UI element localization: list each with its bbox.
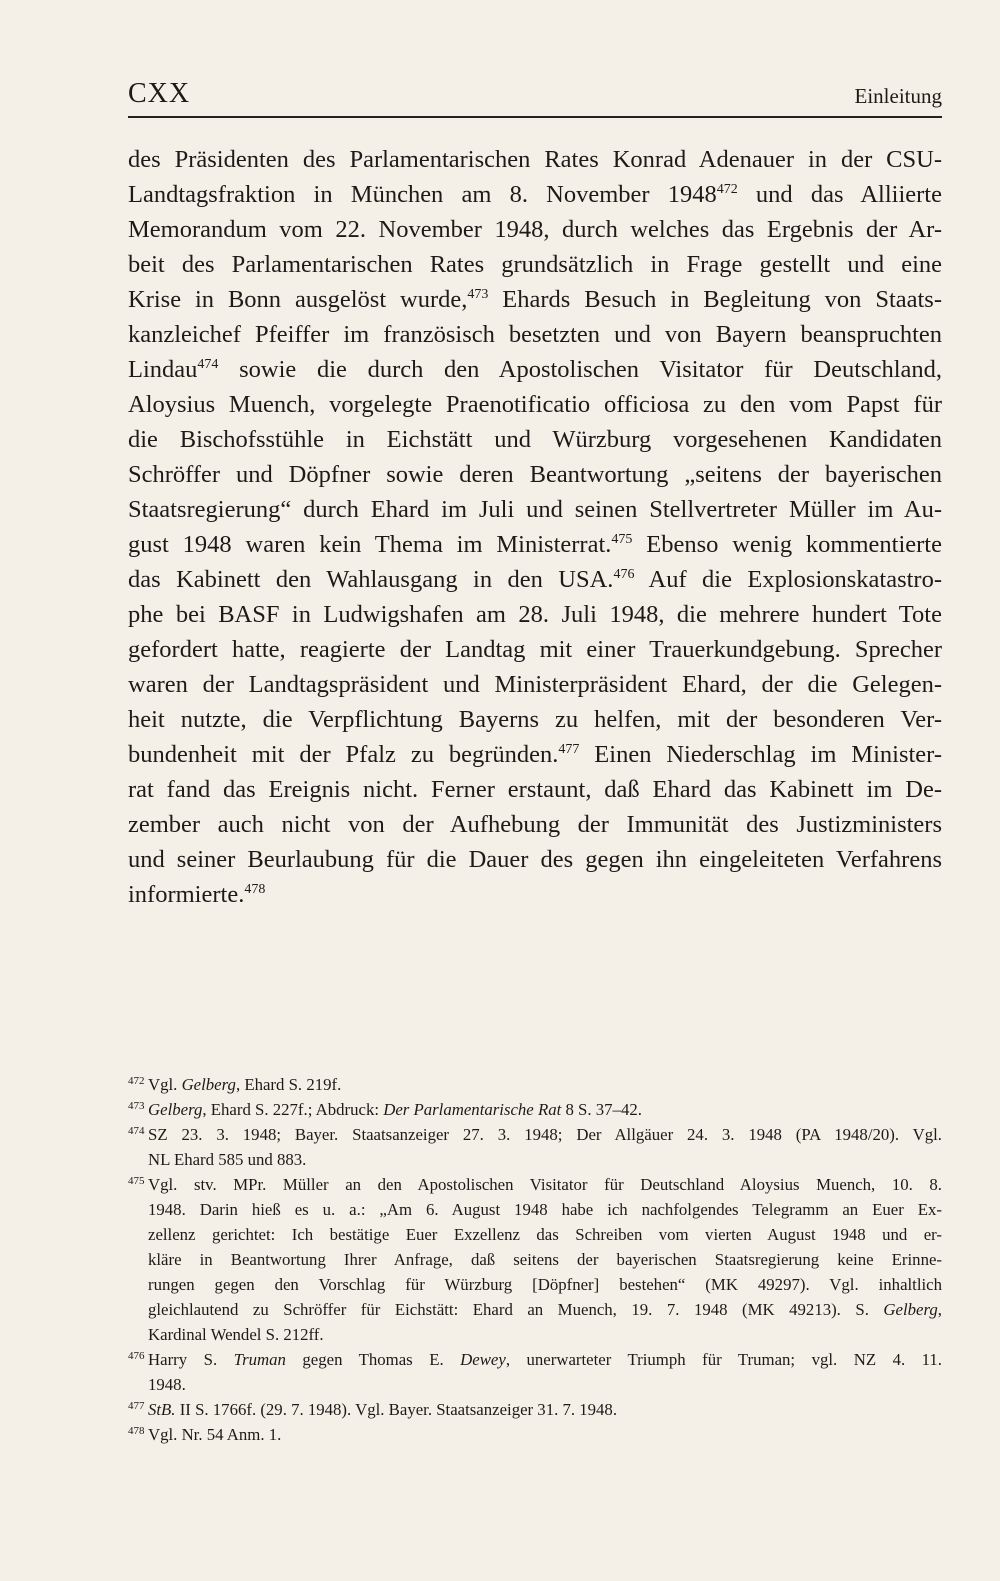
footnote-line <box>128 1122 942 1147</box>
footnote-line <box>128 1147 942 1172</box>
body-line <box>128 457 942 492</box>
body-line <box>128 422 942 457</box>
text-run: , Ehard S. 219f. <box>235 1075 342 1094</box>
text-run: , unerwarteter Triumph für Truman; vgl. NZ 4. 11. <box>505 1350 942 1369</box>
footnote <box>128 1122 942 1172</box>
text-run: NL Ehard 585 und 883. <box>148 1150 307 1169</box>
footnote-reference[interactable]: 472 <box>716 182 738 197</box>
text-run: Aloysius Muench, vorgelegte Praenotificatio officiosa zu den vom Papst für <box>128 391 942 418</box>
text-run: , Ehard S. 227f.; Abdruck: <box>202 1100 384 1119</box>
text-run: Vgl. stv. MPr. Müller an den Apostolischen Visitator für Deutschland Aloysius Muench, 10. 8. <box>148 1175 942 1194</box>
body-line <box>128 247 942 282</box>
body-line <box>128 632 942 667</box>
footnote <box>128 1172 942 1347</box>
text-run: des Präsidenten des Parlamentarischen Rates Konrad Adenauer in der CSU- <box>128 146 942 173</box>
body-line <box>128 562 942 597</box>
text-run: Einen Niederschlag im Minister- <box>579 741 942 768</box>
footnote <box>128 1097 942 1122</box>
text-run: Lindau <box>128 356 198 383</box>
footnote-line <box>128 1372 942 1397</box>
footnote-number: 472 <box>128 1075 145 1087</box>
footnote-reference[interactable]: 473 <box>467 287 489 302</box>
text-run: Vgl. Nr. 54 Anm. 1. <box>148 1425 282 1444</box>
text-run: Kardinal Wendel S. 212ff. <box>148 1325 324 1344</box>
body-line <box>128 807 942 842</box>
body-line <box>128 737 942 772</box>
page-header <box>128 78 942 118</box>
text-run: informierte. <box>128 881 245 908</box>
italic-text: Der Parlamentarische Rat <box>383 1100 562 1119</box>
text-run: zember auch nicht von der Aufhebung der Immunität des Justizministers <box>128 811 942 838</box>
italic-text: Dewey <box>460 1350 506 1369</box>
footnote-line <box>128 1172 942 1197</box>
running-title: Einleitung <box>854 84 942 108</box>
footnote-line <box>128 1397 942 1422</box>
text-run: Vgl. <box>148 1075 182 1094</box>
text-run: Schröffer und Döpfner sowie deren Beantwortung „seitens der bayerischen <box>128 461 942 488</box>
italic-text: Gelberg <box>148 1100 203 1119</box>
footnote <box>128 1397 942 1422</box>
footnote-number: 478 <box>128 1425 145 1437</box>
body-text <box>128 142 942 912</box>
footnote-number: 477 <box>128 1400 145 1412</box>
body-line <box>128 212 942 247</box>
footnote-reference[interactable]: 477 <box>558 742 580 757</box>
body-line <box>128 492 942 527</box>
body-line <box>128 702 942 737</box>
body-line <box>128 877 942 912</box>
body-line <box>128 667 942 702</box>
text-run: kanzleichef Pfeiffer im französisch besetzten und von Bayern beanspruchten <box>128 321 942 348</box>
footnote-number: 473 <box>128 1100 145 1112</box>
body-line <box>128 177 942 212</box>
footnote <box>128 1422 942 1447</box>
text-run: Landtagsfraktion in München am 8. November 1948 <box>128 181 717 208</box>
text-run: Memorandum vom 22. November 1948, durch welches das Ergebnis der Ar- <box>128 216 942 243</box>
footnotes <box>128 1072 942 1447</box>
text-run: bundenheit mit der Pfalz zu begründen. <box>128 741 559 768</box>
text-run: phe bei BASF in Ludwigshafen am 28. Juli 1948, die mehrere hundert Tote <box>128 601 942 628</box>
footnote-reference[interactable]: 476 <box>613 567 635 582</box>
text-run: , <box>937 1300 942 1319</box>
text-run: zellenz gerichtet: Ich bestätige Euer Exzellenz das Schreiben vom vierten August 1948 und er- <box>148 1225 942 1244</box>
footnote-line <box>128 1222 942 1247</box>
text-run: Harry S. <box>148 1350 234 1369</box>
text-run: 8 S. 37–42. <box>561 1100 642 1119</box>
footnote-reference[interactable]: 475 <box>611 532 633 547</box>
text-run: sowie die durch den Apostolischen Visitator für Deutschland, <box>218 356 942 383</box>
body-line <box>128 317 942 352</box>
footnote-number: 475 <box>128 1175 145 1187</box>
text-run: gleichlautend zu Schröffer für Eichstätt: Ehard an Muench, 19. 7. 1948 (MK 49213). S. <box>148 1300 884 1319</box>
text-run: 1948. <box>148 1375 186 1394</box>
text-run: heit nutzte, die Verpflichtung Bayerns zu helfen, mit der besonderen Ver- <box>128 706 942 733</box>
italic-text: Truman <box>233 1350 286 1369</box>
body-line <box>128 772 942 807</box>
text-run: II S. 1766f. (29. 7. 1948). Vgl. Bayer. Staatsanzeiger 31. 7. 1948. <box>175 1400 618 1419</box>
text-run: SZ 23. 3. 1948; Bayer. Staatsanzeiger 27. 3. 1948; Der Allgäuer 24. 3. 1948 (PA 1948/20). Vgl. <box>148 1125 942 1144</box>
footnote-number: 474 <box>128 1125 145 1137</box>
text-run: waren der Landtagspräsident und Ministerpräsident Ehard, der die Gelegen- <box>128 671 942 698</box>
text-run: 1948. Darin hieß es u. a.: „Am 6. August 1948 habe ich nachfolgendes Telegramm an Euer Ex- <box>148 1200 942 1219</box>
footnote-reference[interactable]: 474 <box>197 357 219 372</box>
footnote-line <box>128 1097 942 1122</box>
text-run: und seiner Beurlaubung für die Dauer des gegen ihn eingeleiteten Verfahrens <box>128 846 942 873</box>
page-number: CXX <box>128 78 191 109</box>
text-run: Krise in Bonn ausgelöst wurde, <box>128 286 468 313</box>
text-run: gegen Thomas E. <box>285 1350 461 1369</box>
footnote <box>128 1347 942 1397</box>
body-line <box>128 387 942 422</box>
body-line <box>128 142 942 177</box>
footnote-line <box>128 1272 942 1297</box>
footnote-line <box>128 1247 942 1272</box>
footnote-line <box>128 1347 942 1372</box>
body-line <box>128 597 942 632</box>
footnote-number: 476 <box>128 1350 145 1362</box>
footnote-reference[interactable]: 478 <box>244 882 266 897</box>
body-line <box>128 282 942 317</box>
footnote-line <box>128 1072 942 1097</box>
italic-text: Gelberg <box>883 1300 938 1319</box>
header-rule <box>128 116 942 118</box>
text-run: die Bischofsstühle in Eichstätt und Würzburg vorgesehenen Kandidaten <box>128 426 942 453</box>
footnote-line <box>128 1422 942 1447</box>
text-run: rungen gegen den Vorschlag für Würzburg [Döpfner] bestehen“ (MK 49297). Vgl. inhaltlich <box>148 1275 942 1294</box>
text-run: gust 1948 waren kein Thema im Ministerrat. <box>128 531 612 558</box>
text-run: gefordert hatte, reagierte der Landtag mit einer Trauerkundgebung. Sprecher <box>128 636 942 663</box>
body-line <box>128 352 942 387</box>
text-run: und das Alliierte <box>737 181 942 208</box>
text-run: beit des Parlamentarischen Rates grundsätzlich in Frage gestellt und eine <box>128 251 942 278</box>
body-line <box>128 527 942 562</box>
footnote-line <box>128 1322 942 1347</box>
text-run: rat fand das Ereignis nicht. Ferner erstaunt, daß Ehard das Kabinett im De- <box>128 776 942 803</box>
footnote <box>128 1072 942 1097</box>
text-run: Ehards Besuch in Begleitung von Staats- <box>488 286 942 313</box>
italic-text: Gelberg <box>181 1075 236 1094</box>
body-line <box>128 842 942 877</box>
text-run: kläre in Beantwortung Ihrer Anfrage, daß seitens der bayerischen Staatsregierung keine Erinne- <box>148 1250 942 1269</box>
text-run: das Kabinett den Wahlausgang in den USA. <box>128 566 614 593</box>
footnote-line <box>128 1297 942 1322</box>
text-run: Staatsregierung“ durch Ehard im Juli und seinen Stellvertreter Müller im Au- <box>128 496 942 523</box>
footnote-line <box>128 1197 942 1222</box>
italic-text: StB. <box>148 1400 176 1419</box>
text-run: Ebenso wenig kommentierte <box>632 531 942 558</box>
text-run: Auf die Explosionskatastro- <box>634 566 942 593</box>
